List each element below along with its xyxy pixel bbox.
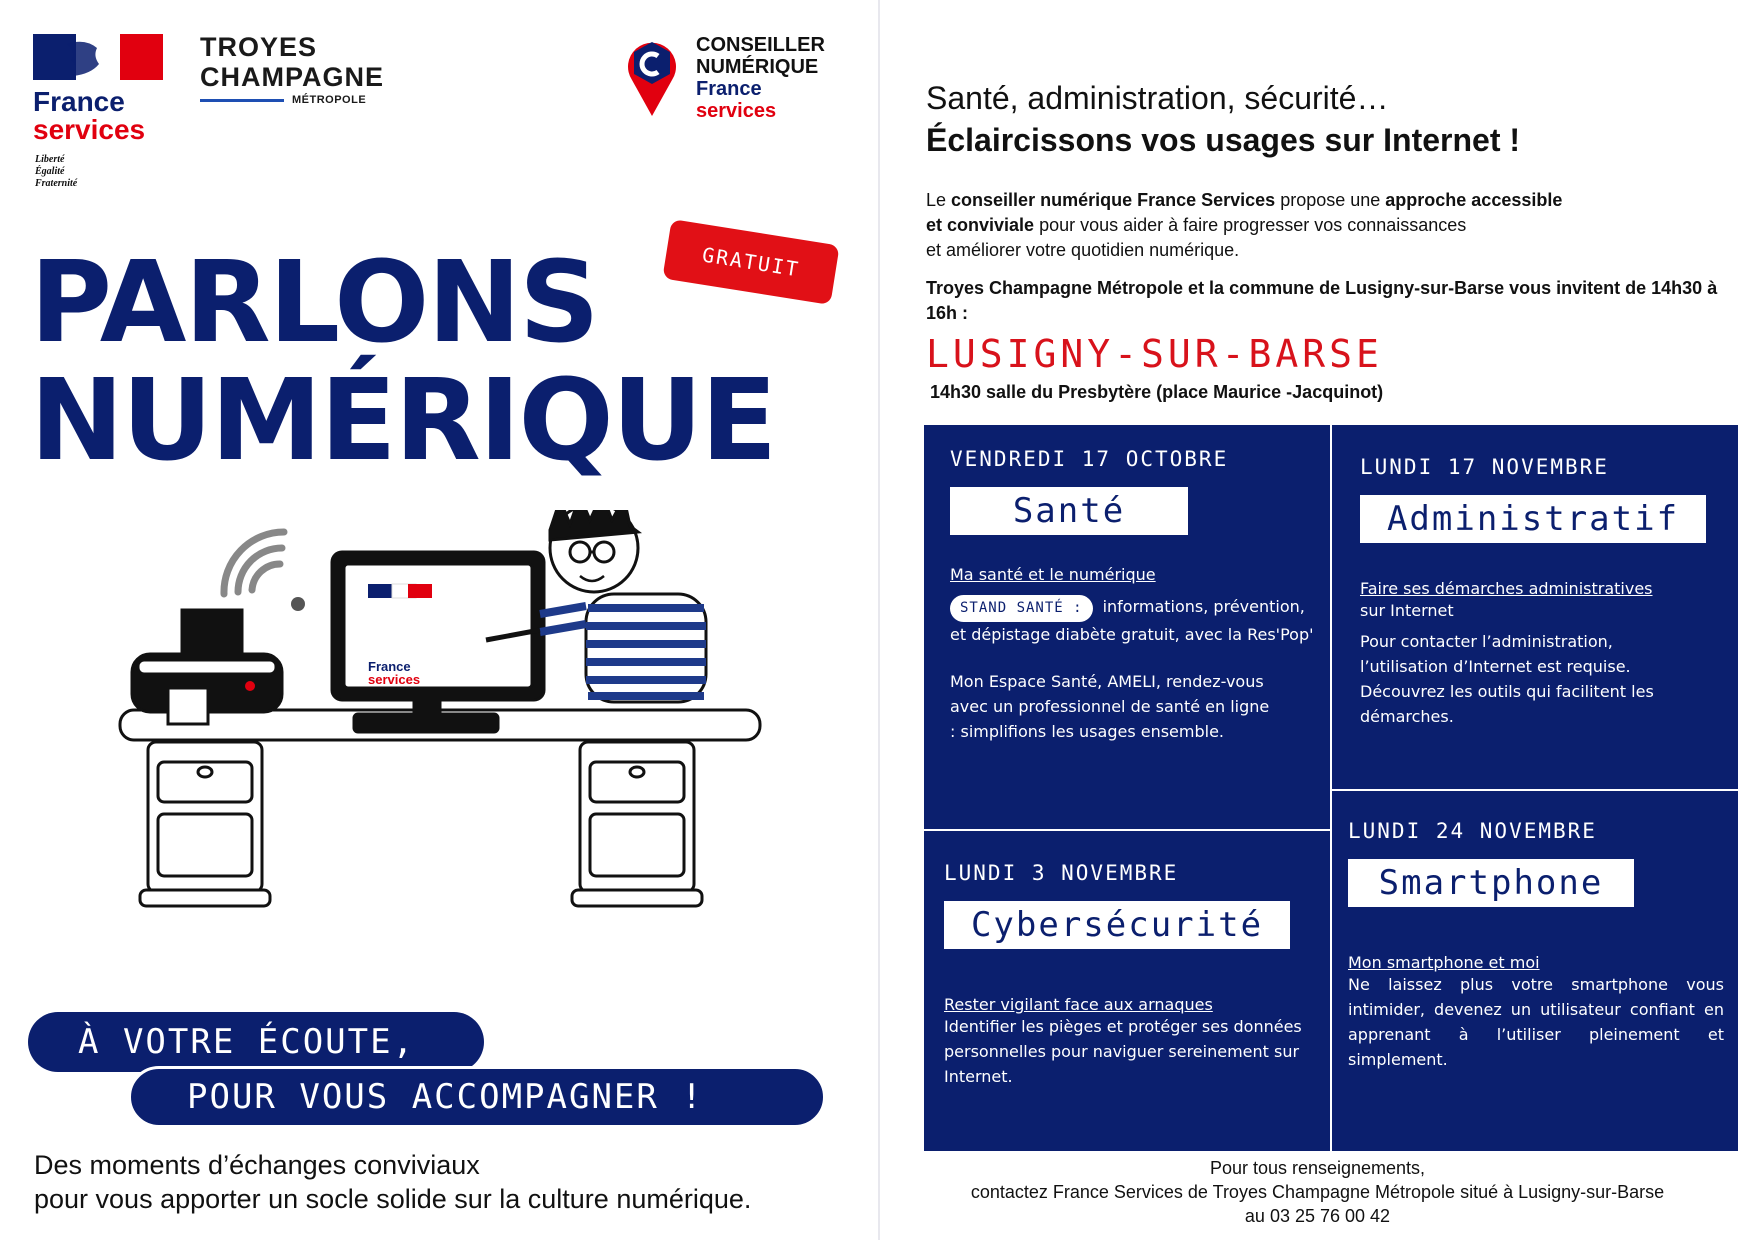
slogan-pill-2: POUR VOUS ACCOMPAGNER ! — [128, 1066, 826, 1128]
troyes-champagne-logo — [200, 32, 384, 106]
city-name: LUSIGNY-SUR-BARSE — [926, 332, 1383, 376]
session-subtitle-2: sur Internet — [1360, 601, 1454, 620]
intro-text-4: et améliorer votre quotidien numérique. — [926, 240, 1240, 260]
invitation-text: Troyes Champagne Métropole et la commune de Lusigny-sur-Barse vous invitent de 14h30 à 16h : — [926, 278, 1718, 323]
motto-egalite: Égalité — [35, 166, 65, 177]
session-date: VENDREDI 17 OCTOBRE — [950, 447, 1229, 471]
cn-line1: CONSEILLER — [696, 34, 825, 56]
tcm-line1: TROYES — [200, 32, 318, 62]
page-fold-divider — [878, 0, 880, 1240]
grid-left-divider — [924, 829, 1330, 831]
session-cybersecurite — [944, 861, 1320, 1089]
session-label: Santé — [950, 487, 1188, 535]
session-body: Pour contacter l’administration, l’utilisation d’Internet est requise. Découvrez les outils qui facilitent les démarches. — [1360, 632, 1654, 726]
sessions-grid — [924, 425, 1738, 1151]
gratuit-badge: GRATUIT — [662, 219, 839, 305]
screen-logo-services: services — [368, 672, 421, 687]
right-heading-1: Santé, administration, sécurité… — [926, 80, 1389, 116]
title-line1: PARLONS — [30, 238, 598, 368]
title-line2: NUMÉRIQUE — [30, 356, 776, 486]
motto-liberte: Liberté — [35, 154, 65, 165]
session-subtitle: Mon smartphone et moi — [1348, 953, 1540, 972]
intro-bold-3: et conviviale — [926, 215, 1035, 235]
session-subtitle: Ma santé et le numérique — [950, 565, 1156, 584]
main-title — [30, 238, 776, 486]
stand-sante-badge: STAND SANTÉ : — [950, 595, 1093, 622]
session-body: Mon Espace Santé, AMELI, rendez-vous avec un professionnel de santé en ligne : simplifions les usages ensemble. — [950, 672, 1270, 741]
contact-phone: au 03 25 76 00 42 — [1244, 1206, 1391, 1226]
session-smartphone — [1348, 819, 1724, 1072]
cn-line4: services — [696, 100, 777, 122]
wordmark-france: France — [33, 86, 125, 117]
session-date: LUNDI 3 NOVEMBRE — [944, 861, 1179, 885]
grid-right-divider — [1332, 789, 1738, 791]
contact-line1: Pour tous renseignements, — [1209, 1158, 1426, 1178]
tagline — [34, 1148, 751, 1216]
intro-paragraph — [926, 188, 1626, 263]
desk-computer-illustration — [110, 510, 770, 1010]
intro-text-2: propose une — [1275, 190, 1386, 210]
session-date: LUNDI 24 NOVEMBRE — [1348, 819, 1597, 843]
cn-line3: France — [696, 78, 762, 100]
france-services-wordmark — [33, 88, 145, 144]
session-body: Ne laissez plus votre smartphone vous intimider, devenez un utilisateur confiant en apprenant à l’utiliser pleinement et simplement. — [1348, 975, 1724, 1069]
contact-line2: contactez France Services de Troyes Champagne Métropole situé à Lusigny-sur-Barse — [970, 1182, 1665, 1202]
wordmark-services: services — [33, 114, 146, 145]
wifi-icon — [224, 532, 284, 594]
map-pin-icon — [626, 30, 678, 118]
session-label: Cybersécurité — [944, 901, 1290, 949]
republic-motto — [35, 154, 77, 190]
slogan-pill-1: À VOTRE ÉCOUTE, — [28, 1012, 484, 1072]
intro-bold-2: approche accessible — [1385, 190, 1563, 210]
session-subtitle: Rester vigilant face aux arnaques — [944, 995, 1213, 1014]
grid-vertical-divider — [1330, 425, 1332, 1151]
session-sante — [950, 447, 1320, 744]
screen-logo-france: France — [368, 659, 411, 674]
contact-info — [880, 1156, 1755, 1228]
stand-text: informations, prévention, et dépistage diabète gratuit, avec la Res'Pop' — [950, 597, 1314, 644]
session-subtitle: Faire ses démarches administratives — [1360, 579, 1653, 598]
session-date: LUNDI 17 NOVEMBRE — [1360, 455, 1609, 479]
motto-fraternite: Fraternité — [35, 178, 78, 189]
right-heading-2: Éclaircissons vos usages sur Internet ! — [926, 122, 1521, 158]
session-label: Administratif — [1360, 495, 1706, 543]
intro-bold-1: conseiller numérique France Services — [951, 190, 1276, 210]
session-administratif — [1360, 455, 1720, 729]
cn-line2: NUMÉRIQUE — [696, 56, 819, 78]
venue-text: 14h30 salle du Presbytère (place Maurice -Jacquinot) — [930, 382, 1384, 402]
tcm-underline — [200, 99, 284, 102]
screen-logo-text — [368, 660, 420, 686]
session-label: Smartphone — [1348, 859, 1634, 907]
intro-text-3: pour vous aider à faire progresser vos connaissances — [1034, 215, 1467, 235]
tagline-line1: Des moments d’échanges conviviaux — [34, 1150, 480, 1180]
tagline-line2: pour vous apporter un socle solide sur la culture numérique. — [34, 1184, 752, 1214]
marianne-logo-icon — [33, 34, 163, 80]
session-stand — [950, 594, 1320, 647]
conseiller-numerique-logo — [696, 34, 825, 122]
intro-text-1: Le — [926, 190, 952, 210]
tcm-line2: CHAMPAGNE — [200, 62, 384, 92]
tcm-line3: MÉTROPOLE — [292, 94, 367, 106]
session-body: Identifier les pièges et protéger ses données personnelles pour naviguer sereinement sur Internet. — [944, 1017, 1302, 1086]
